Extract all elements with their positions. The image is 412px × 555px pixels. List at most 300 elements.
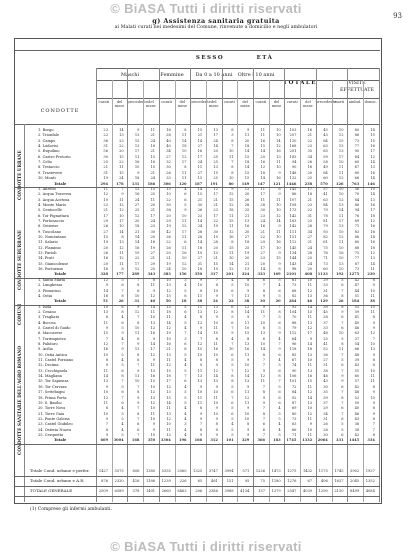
- row-label: 4. Ostia: [38, 293, 53, 298]
- table-cell: 12: [150, 325, 156, 330]
- table-cell: 11: [307, 363, 313, 368]
- row-label: 5. Esquilino: [38, 149, 60, 154]
- table-cell: 51: [102, 299, 108, 304]
- table-cell: 20: [244, 229, 250, 234]
- table-cell: 11: [370, 374, 375, 379]
- table-cell: 84: [291, 390, 297, 395]
- table-cell: 54: [354, 342, 360, 346]
- table-cell: 6: [121, 320, 124, 325]
- table-cell: 18: [181, 144, 187, 149]
- table-row: [14, 224, 380, 229]
- table-cell: 18: [197, 245, 203, 250]
- table-cell: 10: [338, 128, 344, 132]
- table-cell: 9: [137, 304, 140, 309]
- table-cell: 7: [262, 358, 265, 363]
- table-row: [14, 235, 380, 240]
- table-cell: 13: [166, 283, 171, 288]
- table-cell: 19: [213, 235, 218, 239]
- table-cell: 11: [134, 154, 140, 159]
- table-cell: 10: [260, 342, 265, 346]
- table-cell: 15: [260, 144, 265, 149]
- table-cell: 73: [354, 267, 360, 272]
- table-cell: 74: [291, 363, 297, 368]
- table-cell: 18: [260, 170, 265, 175]
- table-cell: 6: [184, 240, 187, 245]
- table-cell: 6: [231, 411, 234, 416]
- table-cell: 30: [260, 208, 265, 213]
- table-cell: 21: [150, 256, 156, 261]
- table-cell: 11: [103, 320, 108, 325]
- table-cell: 13: [213, 165, 218, 170]
- table-cell: 16: [276, 240, 281, 245]
- table-cell: 8: [121, 235, 124, 239]
- grand-total-cell: 2045: [350, 479, 360, 483]
- table-cell: 21: [150, 208, 156, 213]
- table-cell: 6: [231, 390, 234, 395]
- table-cell: 11: [197, 165, 203, 170]
- table-cell: 12: [229, 192, 234, 197]
- grand-total-cell: 1380: [145, 469, 156, 473]
- table-cell: 16: [370, 144, 375, 149]
- table-cell: 30: [323, 384, 328, 389]
- table-row: [14, 133, 380, 138]
- row-label: Totale: [54, 438, 67, 443]
- row-label: 3. Tragliata: [38, 315, 60, 320]
- table-cell: 80: [291, 411, 297, 416]
- table-cell: 65: [323, 149, 328, 154]
- table-cell: 36: [323, 352, 328, 357]
- table-cell: 71: [291, 432, 297, 437]
- grand-total-cell: 3902: [350, 469, 360, 473]
- table-cell: 8: [121, 293, 124, 298]
- table-cell: 10: [197, 352, 203, 357]
- table-cell: 10: [150, 315, 156, 320]
- table-cell: 10: [370, 186, 375, 191]
- table-cell: 9: [199, 363, 203, 368]
- table-cell: 17: [150, 213, 156, 218]
- grand-total-cell: 5575: [114, 469, 124, 473]
- table-cell: 12: [370, 331, 375, 336]
- table-row: [14, 294, 380, 299]
- table-cell: 10: [181, 213, 187, 218]
- row-label: 1. Isola: [38, 304, 52, 309]
- table-cell: 8: [231, 374, 234, 379]
- table-cell: 4: [184, 384, 187, 389]
- table-cell: 28: [213, 240, 218, 245]
- table-cell: 4: [184, 315, 187, 320]
- table-row: [14, 412, 380, 417]
- table-cell: 10: [229, 256, 234, 261]
- table-cell: 331: [335, 438, 344, 443]
- table-cell: 6: [278, 352, 281, 357]
- grand-total-cell: 6589: [114, 489, 124, 493]
- table-cell: 6: [278, 390, 281, 395]
- table-cell: 28: [260, 202, 265, 207]
- table-cell: 14: [370, 261, 375, 266]
- table-cell: 16: [150, 374, 156, 379]
- grand-total-cell: 1637: [334, 479, 344, 483]
- table-cell: 16: [134, 160, 140, 165]
- table-cell: 16: [150, 240, 156, 245]
- grand-total-cell: 1276: [287, 479, 297, 483]
- table-cell: 11: [181, 245, 187, 250]
- table-cell: 10: [181, 149, 187, 154]
- grand-total-cell: 65: [197, 479, 203, 483]
- table-cell: 75: [323, 245, 328, 250]
- table-cell: 16: [150, 160, 156, 165]
- table-cell: 10: [307, 277, 313, 282]
- table-cell: 11: [181, 176, 187, 181]
- table-cell: 11: [103, 368, 108, 373]
- table-cell: 24: [260, 218, 265, 223]
- table-row: [14, 219, 380, 224]
- table-cell: 10: [166, 192, 171, 197]
- table-cell: 1133: [317, 272, 328, 277]
- column-subheader: precedente: [190, 100, 211, 104]
- table-cell: 106: [289, 374, 297, 379]
- table-cell: 25: [150, 267, 156, 272]
- table-cell: 5: [121, 384, 124, 389]
- row-label: 10. Monti: [38, 176, 56, 181]
- table-cell: 56: [103, 149, 108, 154]
- table-cell: 12: [134, 267, 140, 272]
- table-cell: 143: [289, 261, 297, 266]
- table-cell: 12: [229, 229, 234, 234]
- table-cell: 238: [304, 181, 313, 186]
- table-cell: 14: [370, 235, 375, 239]
- table-cell: 8: [372, 277, 375, 282]
- table-cell: 6: [231, 288, 234, 293]
- table-cell: 12: [197, 320, 203, 325]
- table-cell: 9: [247, 358, 250, 363]
- table-cell: 6: [137, 336, 140, 341]
- table-cell: 10: [276, 208, 281, 213]
- table-cell: 5: [231, 384, 234, 389]
- table-cell: 11: [338, 165, 344, 170]
- table-cell: 147: [257, 181, 265, 186]
- table-cell: 5: [231, 283, 234, 288]
- table-cell: 12: [260, 165, 265, 170]
- table-cell: 8: [105, 315, 108, 320]
- table-row: [14, 347, 380, 352]
- table-cell: 10: [181, 256, 187, 261]
- table-cell: 22: [307, 138, 313, 143]
- row-label: 23. Castel Giubileo: [38, 422, 73, 427]
- table-cell: 7: [137, 406, 140, 411]
- column-subheader: del mese: [146, 100, 156, 109]
- table-cell: 156: [178, 272, 187, 277]
- table-cell: 10: [276, 165, 281, 170]
- table-cell: 46: [354, 325, 360, 330]
- table-row: [14, 149, 380, 154]
- table-cell: 103: [289, 128, 297, 132]
- table-cell: 26: [197, 208, 203, 213]
- table-cell: 324: [241, 272, 250, 277]
- table-cell: 11: [338, 240, 344, 245]
- table-cell: 4: [121, 406, 124, 411]
- table-cell: 35: [307, 149, 313, 154]
- table-cell: 11: [260, 379, 265, 384]
- table-cell: 20: [307, 170, 313, 175]
- table-cell: 16: [370, 170, 375, 175]
- table-cell: 12: [244, 304, 250, 309]
- table-cell: 10: [213, 411, 218, 416]
- table-cell: 13: [244, 218, 250, 223]
- table-cell: 4: [278, 427, 281, 432]
- table-cell: 9: [199, 384, 203, 389]
- table-cell: 20: [166, 213, 171, 218]
- table-cell: 12: [166, 288, 171, 293]
- column-subheader: curati: [98, 100, 110, 104]
- row-label: 22. Ponte Galeria: [38, 416, 70, 421]
- table-cell: 8: [121, 267, 124, 272]
- table-cell: 11: [260, 128, 265, 132]
- table-cell: 5: [121, 432, 124, 437]
- table-cell: 306: [163, 181, 171, 186]
- table-cell: 20: [150, 202, 156, 207]
- table-cell: 76: [354, 213, 360, 218]
- table-cell: 1745: [286, 438, 297, 443]
- table-cell: 9: [247, 315, 250, 320]
- table-cell: 6: [137, 422, 140, 427]
- table-cell: 29: [166, 218, 171, 223]
- table-cell: 10: [244, 283, 250, 288]
- table-cell: 5: [184, 395, 187, 400]
- grand-total-cell: 137: [258, 489, 265, 493]
- table-cell: 11: [213, 325, 218, 330]
- table-cell: 12: [166, 325, 171, 330]
- table-cell: 6: [341, 325, 344, 330]
- table-cell: 12: [213, 368, 218, 373]
- row-label: 8. Palidoro: [38, 342, 58, 346]
- table-cell: 6: [278, 395, 281, 400]
- table-cell: 68: [291, 288, 297, 293]
- table-cell: 73: [291, 416, 297, 421]
- table-cell: 14: [260, 176, 265, 181]
- table-cell: 9: [341, 374, 344, 379]
- table-cell: 21: [213, 202, 218, 207]
- table-cell: 13: [338, 202, 344, 207]
- table-cell: 15: [197, 128, 203, 132]
- column-subheader: del mese: [240, 100, 250, 109]
- table-cell: 37: [323, 400, 328, 405]
- table-cell: 4: [231, 422, 234, 427]
- table-cell: 8: [231, 309, 234, 314]
- table-cell: 61: [323, 240, 328, 245]
- row-label: 10. Ostia Antica: [38, 352, 68, 357]
- table-cell: 15: [229, 245, 234, 250]
- table-cell: 26: [307, 160, 313, 165]
- table-cell: 7: [105, 422, 108, 427]
- table-cell: 10: [134, 293, 140, 298]
- table-row: [14, 299, 380, 304]
- table-cell: 98: [291, 267, 297, 272]
- table-cell: 6: [262, 427, 265, 432]
- table-cell: 25: [307, 218, 313, 223]
- table-cell: 33: [323, 325, 328, 330]
- table-cell: 12: [181, 224, 187, 229]
- table-cell: 14: [197, 186, 203, 191]
- table-cell: 24: [197, 160, 203, 165]
- grand-total-cell: 2547: [287, 489, 297, 493]
- table-row: [14, 262, 380, 267]
- table-cell: 53: [354, 304, 360, 309]
- table-cell: 5: [231, 432, 234, 437]
- table-cell: 9: [341, 309, 344, 314]
- table-cell: 5: [341, 277, 344, 282]
- table-cell: 13: [244, 267, 250, 272]
- table-cell: 383: [163, 272, 171, 277]
- table-cell: 6: [341, 432, 344, 437]
- table-cell: 9: [215, 384, 218, 389]
- table-cell: 7: [137, 416, 140, 421]
- table-cell: 9: [199, 432, 203, 437]
- table-cell: 8: [137, 283, 140, 288]
- footnote: (1) Comprese gli infermi ambulanti.: [30, 507, 112, 512]
- table-cell: 10: [276, 202, 281, 207]
- table-cell: 149: [241, 181, 250, 186]
- table-cell: 6: [184, 379, 187, 384]
- table-cell: 10: [213, 400, 218, 405]
- table-cell: 9: [372, 283, 375, 288]
- table-cell: 9: [105, 416, 108, 421]
- table-cell: 27: [244, 235, 250, 239]
- row-label: 15. Gianicolense: [38, 261, 69, 266]
- table-cell: 50: [354, 400, 360, 405]
- table-cell: 11: [370, 309, 375, 314]
- table-row: [14, 342, 380, 347]
- table-cell: 12: [103, 342, 108, 346]
- table-cell: 87: [354, 261, 360, 266]
- table-cell: 94: [291, 160, 297, 165]
- table-cell: 17: [307, 331, 313, 336]
- table-cell: 14: [244, 165, 250, 170]
- table-cell: 24: [213, 138, 218, 143]
- table-cell: 10: [244, 363, 250, 368]
- table-cell: 8: [184, 347, 187, 352]
- table-cell: 142: [289, 213, 297, 218]
- table-cell: 34: [166, 149, 171, 154]
- table-cell: 10: [338, 331, 344, 336]
- column-subheader: del mese: [303, 100, 313, 109]
- table-cell: 3004: [113, 438, 124, 443]
- table-cell: 163: [289, 218, 297, 223]
- table-cell: 25: [307, 176, 313, 181]
- table-cell: 27: [197, 256, 203, 261]
- table-cell: 6: [184, 309, 187, 314]
- table-cell: 13: [213, 304, 218, 309]
- table-cell: 64: [323, 138, 328, 143]
- table-cell: 66: [354, 347, 360, 352]
- grand-total-cell: 75: [260, 479, 265, 483]
- grand-total-cell: 5355: [161, 469, 171, 473]
- table-cell: 334: [367, 438, 375, 443]
- grand-total-cell: 2660: [161, 489, 171, 493]
- table-cell: 20: [119, 149, 124, 154]
- row-label: 4. Ludovisi: [38, 144, 58, 149]
- table-cell: 11: [213, 342, 218, 346]
- table-cell: 6: [341, 384, 344, 389]
- table-cell: 8: [372, 358, 375, 363]
- table-cell: 25: [213, 154, 218, 159]
- table-cell: 21: [103, 208, 108, 213]
- table-cell: 118: [289, 347, 297, 352]
- table-cell: 10: [370, 342, 375, 346]
- table-cell: 10: [370, 395, 375, 400]
- table-row: [14, 139, 380, 144]
- table-cell: 26: [323, 422, 328, 427]
- table-cell: 8: [341, 304, 344, 309]
- table-cell: 18: [229, 208, 234, 213]
- table-cell: 10: [244, 325, 250, 330]
- table-cell: 294: [100, 181, 108, 186]
- table-cell: 27: [323, 358, 328, 363]
- table-cell: 184: [351, 299, 360, 304]
- grand-total-cell: 1186: [145, 479, 156, 483]
- table-cell: 18: [134, 224, 140, 229]
- table-cell: 11: [244, 400, 250, 405]
- table-cell: 7: [199, 336, 203, 341]
- table-cell: 6: [262, 336, 265, 341]
- table-cell: 9: [152, 288, 156, 293]
- table-cell: 8: [247, 422, 250, 427]
- table-cell: 5: [231, 315, 234, 320]
- table-cell: 15: [103, 331, 108, 336]
- table-cell: 13: [166, 411, 171, 416]
- grand-total-cell: 95: [244, 479, 250, 483]
- table-cell: 52: [354, 395, 360, 400]
- table-cell: 27: [150, 251, 156, 256]
- table-row: [14, 326, 380, 331]
- table-cell: 21: [134, 229, 140, 234]
- row-label: 11. Salario: [38, 240, 58, 245]
- table-cell: 30: [150, 229, 156, 234]
- table-cell: 11: [166, 315, 171, 320]
- grand-total-cell: 8499: [350, 489, 360, 493]
- table-cell: 4: [278, 406, 281, 411]
- table-cell: 4: [278, 422, 281, 427]
- table-cell: 17: [370, 149, 375, 154]
- table-cell: 19: [166, 261, 171, 266]
- table-cell: 7: [184, 374, 187, 379]
- table-cell: 14: [119, 229, 124, 234]
- table-cell: 9: [278, 251, 281, 256]
- table-cell: 12: [213, 309, 218, 314]
- table-cell: 333: [257, 272, 265, 277]
- table-cell: 8: [199, 427, 203, 432]
- table-cell: 10: [338, 256, 344, 261]
- table-cell: 11: [244, 320, 250, 325]
- table-cell: 63: [323, 197, 328, 202]
- table-cell: 10: [166, 336, 171, 341]
- table-cell: 7: [105, 336, 108, 341]
- table-cell: 8: [215, 358, 218, 363]
- table-cell: 13: [213, 128, 218, 132]
- table-cell: 11: [276, 229, 281, 234]
- grand-total-cell: 2386: [208, 489, 218, 493]
- table-cell: 5: [341, 422, 344, 427]
- table-cell: 17: [103, 213, 108, 218]
- table-cell: 7: [184, 331, 187, 336]
- table-cell: 8: [152, 277, 156, 282]
- table-cell: 8: [215, 336, 218, 341]
- table-cell: 60: [354, 160, 360, 165]
- table-cell: 12: [260, 374, 265, 379]
- table-cell: 19: [150, 245, 156, 250]
- table-cell: 12: [119, 202, 124, 207]
- row-label: 12. Decima: [38, 363, 59, 368]
- grand-total-cell: 3747: [208, 469, 218, 473]
